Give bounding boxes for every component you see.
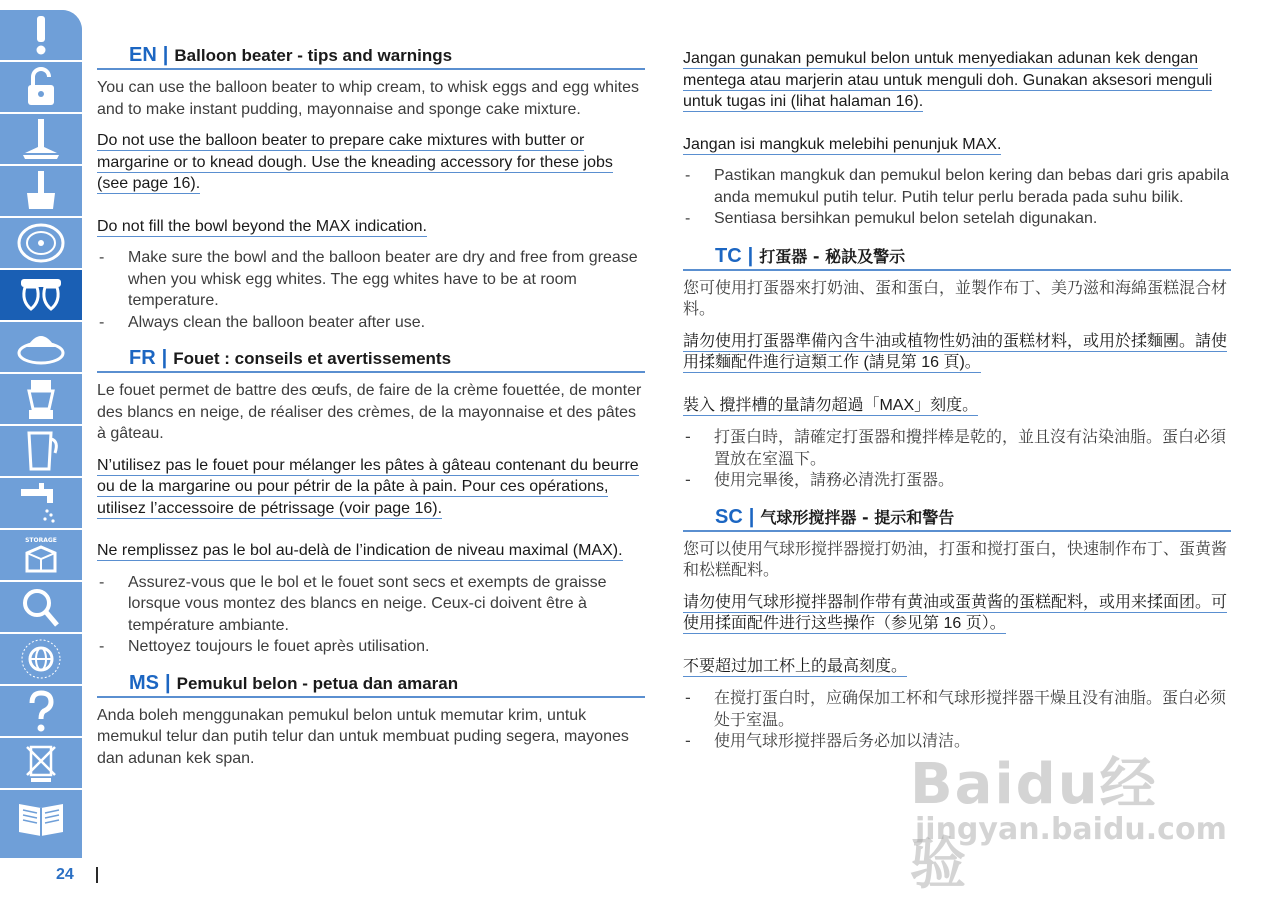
tab-safety[interactable] <box>0 10 82 62</box>
book-icon <box>13 794 69 838</box>
section-tc <box>683 244 1231 491</box>
section-ms <box>97 672 645 770</box>
magnifier-icon <box>13 585 69 629</box>
globe-icon <box>13 637 69 681</box>
warning-text <box>97 216 645 238</box>
warning-underlined: 请勿使用气球形搅拌器制作带有黄油或蛋黄酱的蛋糕配料，或用来揉面团。可使用揉面配件进行这些操作（参见第 16 页）。 <box>683 593 1228 632</box>
section-fr <box>97 347 645 658</box>
warning-underlined: Jangan isi mangkuk melebihi penunjuk MAX. <box>683 135 1002 153</box>
section-title: Pemukul belon - petua dan amaran <box>176 673 459 693</box>
heading-separator: | <box>747 244 754 267</box>
heading-separator: | <box>165 671 171 694</box>
blade-tool-icon <box>13 117 69 161</box>
warning-underlined: 請勿使用打蛋器準備內含牛油或植物性奶油的蛋糕材料，或用於揉麵團。請使用揉麵配件進行這類工作 (請見第 16 頁)。 <box>683 332 1228 371</box>
heading-separator: | <box>748 505 755 528</box>
tab-citrus-press[interactable] <box>0 322 82 374</box>
section-en <box>97 44 645 333</box>
blender-jar-icon <box>13 377 69 421</box>
list-item: - Assurez-vous que le bol et le fouet sont secs et exempts de graisse lorsque vous montez des blancs en neige. Ceux-ci doivent être à température ambiante. <box>97 572 645 637</box>
list-item: - Make sure the bowl and the balloon beater are dry and free from grease when you whisk egg whites. The egg whites have to be at room temperature. <box>97 247 645 312</box>
tips-list <box>683 165 1231 230</box>
section-heading <box>97 44 645 70</box>
tab-environment[interactable] <box>0 738 82 790</box>
warning-text <box>97 455 645 520</box>
storage-box-icon <box>13 533 69 577</box>
recycle-bin-icon <box>13 741 69 785</box>
tab-balloon-beater[interactable] <box>0 270 82 322</box>
disc-icon <box>13 221 69 265</box>
tab-storage[interactable] <box>0 530 82 582</box>
list-item: - 打蛋白時，請確定打蛋器和攪拌棒是乾的，並且沒有沾染油脂。蛋白必須置放在室溫下。 <box>683 426 1231 469</box>
tab-cleaning[interactable] <box>0 478 82 530</box>
tap-water-icon <box>13 481 69 525</box>
section-sc <box>683 505 1231 752</box>
question-icon <box>13 689 69 733</box>
tips-list <box>97 247 645 333</box>
watermark-logo: Baidu经验 <box>910 752 1158 897</box>
tab-jug[interactable] <box>0 426 82 478</box>
list-item: - 使用完畢後，請務必清洗打蛋器。 <box>683 469 1231 491</box>
tips-list <box>97 572 645 658</box>
warning-text <box>683 134 1231 156</box>
tab-manual[interactable] <box>0 790 82 842</box>
heading-separator: | <box>162 44 169 66</box>
tab-troubleshooting[interactable] <box>0 582 82 634</box>
tips-list <box>683 426 1231 491</box>
list-item: - 在搅打蛋白时，应确保加工杯和气球形搅拌器干燥且没有油脂。蛋白必须处于室温。 <box>683 687 1231 730</box>
warning-text <box>97 540 645 562</box>
warning-underlined: 裝入 攪拌槽的量請勿超過「MAX」刻度。 <box>683 396 979 414</box>
warning-underlined: Do not use the balloon beater to prepare cake mixtures with butter or margarine or to knead dough. Use the kneading accessory for these jobs (see page 16). <box>97 132 613 192</box>
citrus-press-icon <box>13 325 69 369</box>
heading-separator: | <box>161 347 168 369</box>
language-code: SC <box>715 505 743 528</box>
section-title: 气球形搅拌器 - 提示和警告 <box>760 507 955 527</box>
svg-text:STORAGE: STORAGE <box>25 537 57 544</box>
language-code: FR <box>129 347 156 369</box>
tab-blender[interactable] <box>0 374 82 426</box>
intro-text: Anda boleh menggunakan pemukul belon untuk memutar krim, untuk memukul telur dan putih telur dan untuk membuat puding segera, mayones dan adunan kek span. <box>97 706 629 767</box>
page-number-divider <box>96 867 98 883</box>
list-item: - Pastikan mangkuk dan pemukul belon kering dan bebas dari gris apabila anda memukul putih telur. Putih telur perlu berada pada suhu bilik. <box>683 165 1231 208</box>
warning-text <box>683 48 1231 113</box>
section-title: Balloon beater - tips and warnings <box>174 46 453 65</box>
section-heading <box>683 505 1231 532</box>
exclamation-icon <box>13 13 69 57</box>
section-title: 打蛋器 - 秘訣及警示 <box>759 246 906 266</box>
tab-blade[interactable] <box>0 114 82 166</box>
jug-icon <box>13 429 69 473</box>
section-heading <box>97 672 645 698</box>
language-code: TC <box>715 244 742 267</box>
warning-underlined: Do not fill the bowl beyond the MAX indication. <box>97 217 427 235</box>
list-item: - Nettoyez toujours le fouet après utilisation. <box>97 636 645 658</box>
section-heading <box>97 347 645 373</box>
tab-faq[interactable] <box>0 686 82 738</box>
language-code: MS <box>129 671 159 694</box>
intro-text: 您可使用打蛋器來打奶油、蛋和蛋白，並製作布丁、美乃滋和海綿蛋糕混合材料。 <box>683 279 1228 318</box>
intro-text: 您可以使用气球形搅拌器搅打奶油，打蛋和搅打蛋白，快速制作布丁、蛋黄酱和松糕配料。 <box>683 540 1228 579</box>
watermark-url: jingyan.baidu.com <box>915 812 1227 847</box>
warning-text <box>683 331 1231 374</box>
section-ms-continued <box>683 48 1231 230</box>
left-column <box>97 44 645 769</box>
warning-text <box>97 130 645 195</box>
list-item: - Sentiasa bersihkan pemukul belon setelah digunakan. <box>683 208 1231 230</box>
warning-underlined: Ne remplissez pas le bol au-delà de l’indication de niveau maximal (MAX). <box>97 542 623 559</box>
kneading-tool-icon <box>13 169 69 213</box>
intro-text: You can use the balloon beater to whip cream, to whisk eggs and egg whites and to make instant pudding, mayonnaise and sponge cake mixture. <box>97 79 639 118</box>
warning-underlined: 不要超过加工杯上的最高刻度。 <box>683 657 908 675</box>
warning-text <box>683 656 1231 678</box>
language-code: EN <box>129 44 157 66</box>
section-heading <box>683 244 1231 271</box>
warning-underlined: N’utilisez pas le fouet pour mélanger les pâtes à gâteau contenant du beurre ou de la margarine ou pour pétrir de la pâte à pain. Pour ces opérations, utilisez l’accessoire de pétrissage (voir page 16). <box>97 456 639 517</box>
intro-text: Le fouet permet de battre des œufs, de faire de la crème fouettée, de monter des blancs en neige, de réaliser des crèmes, de la mayonnaise et des pâtes à gâteau. <box>97 382 642 442</box>
balloon-beater-icon <box>13 273 69 317</box>
section-title: Fouet : conseils et avertissements <box>173 349 452 368</box>
page-number: 24 <box>56 866 74 883</box>
tab-disc[interactable] <box>0 218 82 270</box>
warning-underlined: Jangan gunakan pemukul belon untuk menyediakan adunan kek dengan mentega atau marjerin atau untuk menguli doh. Gunakan aksesori menguli untuk tugas ini (lihat halaman 16). <box>683 50 1213 110</box>
warning-text <box>683 395 1231 417</box>
tab-lock[interactable] <box>0 62 82 114</box>
padlock-icon <box>13 65 69 109</box>
warning-text <box>683 592 1231 635</box>
tips-list <box>683 687 1231 752</box>
tab-kneading[interactable] <box>0 166 82 218</box>
tab-guarantee[interactable] <box>0 634 82 686</box>
list-item: - 使用气球形搅拌器后务必加以清洁。 <box>683 730 1231 752</box>
list-item: - Always clean the balloon beater after use. <box>97 312 645 334</box>
right-column <box>683 44 1231 752</box>
